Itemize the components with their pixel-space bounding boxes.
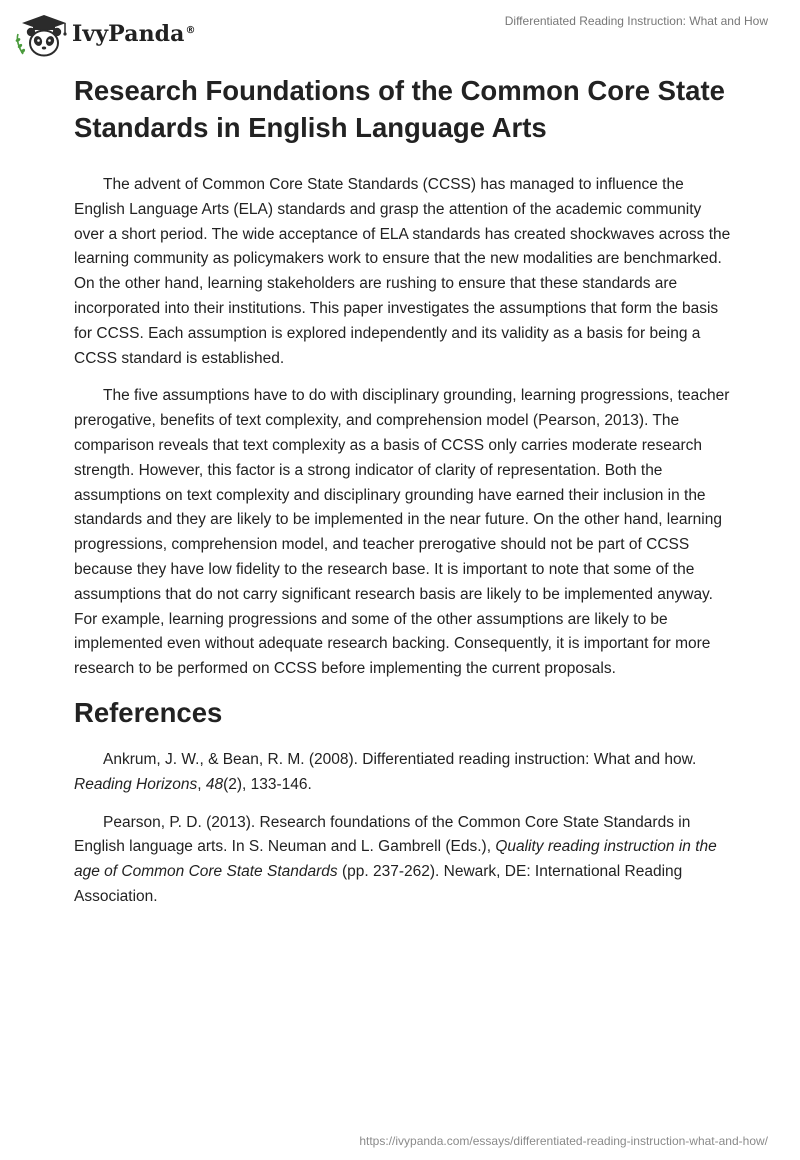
references-heading: References xyxy=(74,696,223,728)
document-title: Differentiated Reading Instruction: What and How xyxy=(504,14,768,28)
page-title: Research Foundations of the Common Core State Standards in English Language Arts xyxy=(74,75,725,143)
brand-name: IvyPanda® xyxy=(72,21,196,47)
essay-content xyxy=(74,72,734,923)
page-header xyxy=(0,0,800,68)
book-title: Quality reading instruction in the age of Common Core State Standards xyxy=(74,838,717,881)
body-paragraph-1: The advent of Common Core State Standards (CCSS) has managed to influence the English Language Arts (ELA) standards and grasp the attention of the academic community over a short period. The wide acceptance of ELA standards has created shockwaves across the learning community as policymakers work to ensure that the new modalities are benchmarked. On the other hand, learning stakeholders are rushing to ensure that these standards are incorporated into their institutions. This paper investigates the assumptions that form the basis for CCSS. Each assumption is explored independently and its validity as a basis for being a CCSS standard is established. xyxy=(74,176,731,367)
source-url-link[interactable]: https://ivypanda.com/essays/differentiated-reading-instruction-what-and-how/ xyxy=(359,1134,768,1148)
body-paragraph-2: The five assumptions have to do with disciplinary grounding, learning progressions, teacher prerogative, benefits of text complexity, and comprehension model (Pearson, 2013). The comparison reveals that text complexity as a basis of CCSS only carries moderate research strength. However, this factor is a strong indicator of clarity of representation. Both the assumptions on text complexity and disciplinary grounding have earned their inclusion in the standards and they are likely to be implemented in the near future. On the other hand, learning progressions, comprehension model, and teacher prerogative should not be part of CCSS because they have low fidelity to the research base. It is important to note that some of the assumptions that do not carry significant research basis are likely to be implemented anyway. For example, learning progressions and some of the other assumptions are likely to be implemented even without adequate research backing. Consequently, it is important for more research to be performed on CCSS before implementing the current proposals. xyxy=(74,387,730,678)
journal-title: Reading Horizons xyxy=(74,775,198,793)
panda-graduate-icon xyxy=(14,10,68,58)
reference-item-1: Ankrum, J. W., & Bean, R. M. (2008). Differentiated reading instruction: What and how. Reading Horizons, 48(2), 133-146. xyxy=(74,750,697,793)
ivypanda-logo[interactable] xyxy=(14,10,196,58)
journal-volume: 48 xyxy=(205,775,224,793)
reference-item-2: Pearson, P. D. (2013). Research foundations of the Common Core State Standards in English language arts. In S. Neuman and L. Gambrell (Eds.), Quality reading instruction in the age of Common Core State Standards (pp. 237-262). Newark, DE: International Reading Association. xyxy=(74,813,717,905)
